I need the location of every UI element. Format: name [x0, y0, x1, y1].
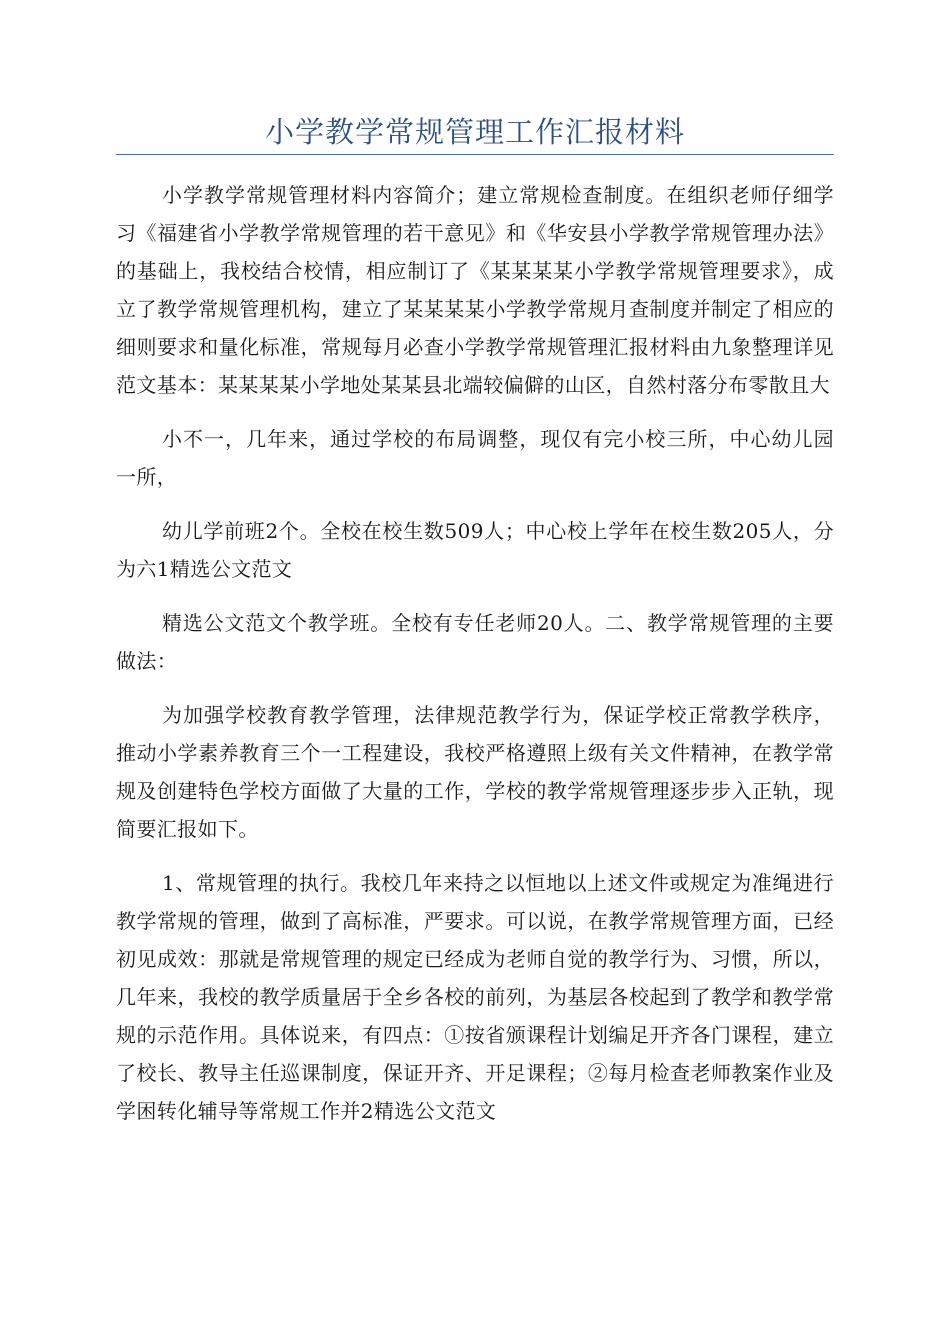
paragraph-management: 为加强学校教育教学管理，法律规范教学行为，保证学校正常教学秩序，推动小学素养教育三个一工程建设，我校严格遵照上级有关文件精神，在教学常规及创建特色学校方面做了大量的工作，学校的教学常规管理逐步步入正轨，现简要汇报如下。	[116, 703, 834, 841]
document-title: 小学教学常规管理工作汇报材料	[264, 115, 685, 149]
document-body	[116, 176, 834, 1146]
paragraph-students: 幼儿学前班2个。全校在校生数509人；中心校上学年在校生数205人，分为六1精选公文范文	[116, 519, 834, 581]
paragraph-schools: 小不一，几年来，通过学校的布局调整，现仅有完小校三所，中心幼儿园一所，	[116, 427, 834, 489]
paragraph-teachers: 精选公文范文个教学班。全校有专任老师20人。二、教学常规管理的主要做法：	[116, 611, 834, 673]
title-underline	[116, 154, 834, 155]
paragraph-execution: 1、常规管理的执行。我校几年来持之以恒地以上述文件或规定为准绳进行教学常规的管理，做到了高标准，严要求。可以说，在教学常规管理方面，已经初见成效：那就是常规管理的规定已经成为老师自觉的教学行为、习惯，所以，几年来，我校的教学质量居于全乡各校的前列，为基层各校起到了教学和教学常规的示范作用。具体说来，有四点：①按省颁课程计划编足开齐各门课程，建立了校长、教导主任巡课制度，保证开齐、开足课程；②每月检查老师教案作业及学困转化辅导等常规工作并2精选公文范文	[116, 871, 834, 1123]
paragraph-intro: 小学教学常规管理材料内容简介；建立常规检查制度。在组织老师仔细学习《福建省小学教学常规管理的若干意见》和《华安县小学教学常规管理办法》的基础上，我校结合校情，相应制订了《某某某某小学教学常规管理要求》，成立了教学常规管理机构，建立了某某某某小学教学常规月查制度并制定了相应的细则要求和量化标准，常规每月必查小学教学常规管理汇报材料由九象整理详见范文基本：某某某某小学地处某某县北端较偏僻的山区，自然村落分布零散且大	[116, 183, 834, 397]
